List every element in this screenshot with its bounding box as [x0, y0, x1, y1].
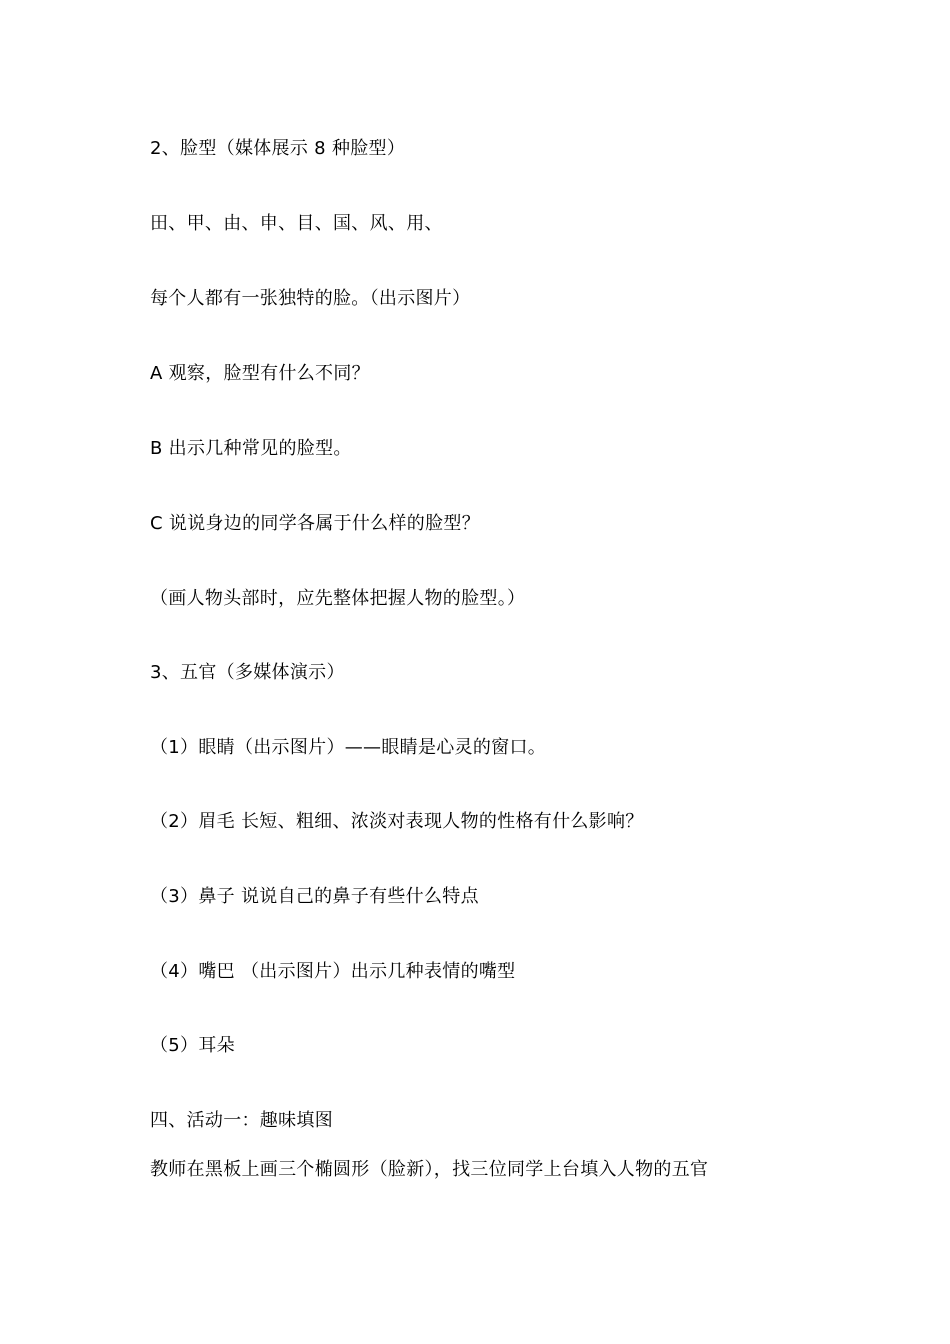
feature-eyes: （1）眼睛（出示图片）——眼睛是心灵的窗口。	[150, 737, 547, 758]
item-b-show-shapes: B 出示几种常见的脸型。	[150, 438, 352, 459]
feature-nose: （3）鼻子 说说自己的鼻子有些什么特点	[150, 886, 479, 907]
paragraph-activity-description: 教师在黑板上画三个椭圆形（脸新），找三位同学上台填入人物的五官	[150, 1159, 709, 1180]
feature-ears: （5）耳朵	[150, 1035, 235, 1056]
feature-mouth: （4）嘴巴 （出示图片）出示几种表情的嘴型	[150, 961, 516, 982]
item-a-observe: A 观察，脸型有什么不同？	[150, 363, 370, 384]
note-drawing-head: （画人物头部时，应先整体把握人物的脸型。）	[150, 588, 526, 609]
paragraph-unique-face: 每个人都有一张独特的脸。（出示图片）	[150, 288, 471, 309]
feature-eyebrows: （2）眉毛 长短、粗细、浓淡对表现人物的性格有什么影响？	[150, 811, 644, 832]
face-shape-characters: 田、甲、由、申、目、国、风、用、	[150, 213, 443, 234]
heading-facial-features: 3、五官（多媒体演示）	[150, 662, 345, 683]
heading-face-shape: 2、脸型（媒体展示 8 种脸型）	[150, 138, 406, 159]
item-c-discuss: C 说说身边的同学各属于什么样的脸型？	[150, 513, 480, 534]
heading-activity-one: 四、活动一：趣味填图	[150, 1110, 333, 1131]
